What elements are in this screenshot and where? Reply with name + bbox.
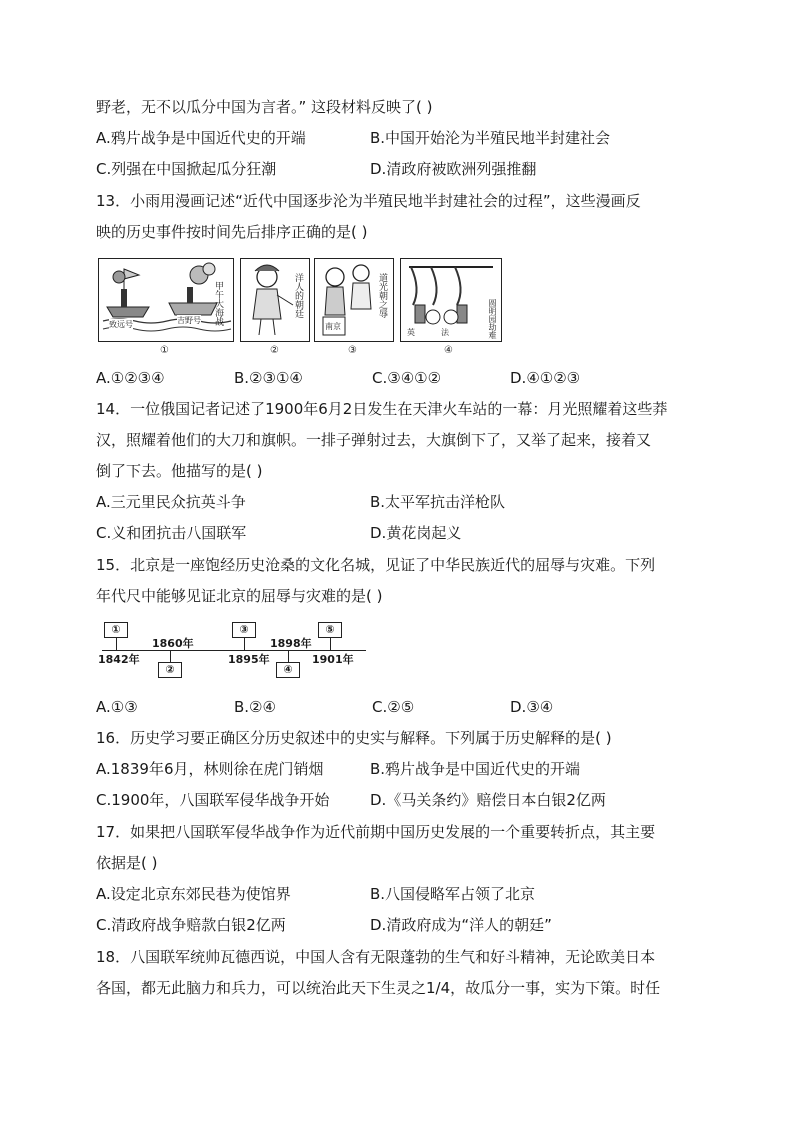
q13-option-b[interactable]: B.②③①④ [234, 369, 303, 387]
q12-stem-tail: 野老，无不以瓜分中国为言者。” 这段材料反映了( ) [96, 98, 433, 116]
timeline-box-1: ① [104, 622, 128, 638]
q17-option-a[interactable]: A.设定北京东郊民巷为使馆界 [96, 885, 291, 903]
timeline-box-3: ③ [232, 622, 256, 638]
cartoon-4-caption: ④ [444, 345, 453, 356]
q12-option-b[interactable]: B.中国开始沦为半殖民地半封建社会 [370, 129, 611, 147]
q13-option-a[interactable]: A.①②③④ [96, 369, 165, 387]
timeline-year-1842: 1842年 [98, 653, 140, 666]
cartoon-2-foreigners-court [240, 258, 310, 342]
timeline-year-1898: 1898年 [270, 637, 312, 650]
q14-option-d[interactable]: D.黄花岗起义 [370, 524, 462, 542]
q17-option-b[interactable]: B.八国侵略军占领了北京 [370, 885, 536, 903]
cartoon-4-label-a: 英 [407, 328, 415, 337]
cartoon-1-ship-b: 吉野号 [177, 316, 201, 325]
q15-option-d[interactable]: D.③④ [510, 698, 554, 716]
q12-option-c[interactable]: C.列强在中国掀起瓜分狂潮 [96, 160, 277, 178]
q17-stem-line1: 17．如果把八国联军侵华战争作为近代前期中国历史发展的一个重要转折点，其主要 [96, 823, 656, 841]
cartoon-3-daoguang-humiliation [314, 258, 394, 342]
q14-stem-line2: 汉，照耀着他们的大刀和旗帜。一排子弹射过去，大旗倒下了，又举了起来，接着又 [96, 431, 652, 449]
q18-stem-line2: 各国，都无此脑力和兵力，可以统治此天下生灵之1/4，故瓜分一事，实为下策。时任 [96, 979, 661, 997]
cartoon-4-title: 圆明园劫难 [488, 299, 497, 339]
timeline-year-1901: 1901年 [312, 653, 354, 666]
timeline-year-1895: 1895年 [228, 653, 270, 666]
cartoon-2-title: 洋人的朝廷 [293, 273, 303, 318]
timeline-year-1860: 1860年 [152, 637, 194, 650]
cartoon-3-label: 南京 [325, 322, 341, 331]
q16-option-b[interactable]: B.鸦片战争是中国近代史的开端 [370, 760, 581, 778]
timeline-ruler [96, 616, 376, 686]
q17-stem-line2: 依据是( ) [96, 854, 158, 872]
q14-option-b[interactable]: B.太平军抗击洋枪队 [370, 493, 506, 511]
cartoon-3-title: 道光朝之辱 [377, 273, 387, 318]
q16-option-c[interactable]: C.1900年，八国联军侵华战争开始 [96, 791, 330, 809]
cartoon-1-naval-battle [98, 258, 234, 342]
q14-option-c[interactable]: C.义和团抗击八国联军 [96, 524, 247, 542]
timeline-box-5: ⑤ [318, 622, 342, 638]
q14-stem-line1: 14．一位俄国记者记述了1900年6月2日发生在天津火车站的一幕：月光照耀着这些莽 [96, 400, 668, 418]
cartoon-4-label-b: 法 [441, 328, 449, 337]
q13-option-d[interactable]: D.④①②③ [510, 369, 581, 387]
q13-stem-line1: 13．小雨用漫画记述“近代中国逐步沦为半殖民地半封建社会的过程”，这些漫画反 [96, 192, 641, 210]
q12-option-d[interactable]: D.清政府被欧洲列强推翻 [370, 160, 537, 178]
q17-option-d[interactable]: D.清政府成为“洋人的朝廷” [370, 916, 552, 934]
cartoon-1-title: 甲午大海战 [213, 281, 223, 326]
q15-stem-line2: 年代尺中能够见证北京的屈辱与灾难的是( ) [96, 587, 383, 605]
cartoon-3-caption: ③ [348, 345, 357, 356]
timeline-axis [102, 650, 366, 651]
cartoon-1-ship-a: 致远号 [109, 320, 133, 329]
q17-option-c[interactable]: C.清政府战争赔款白银2亿两 [96, 916, 286, 934]
q13-option-c[interactable]: C.③④①② [372, 369, 442, 387]
cartoon-4-old-summer-palace [400, 258, 502, 342]
q14-option-a[interactable]: A.三元里民众抗英斗争 [96, 493, 246, 511]
timeline-box-2: ② [158, 662, 182, 678]
q14-stem-line3: 倒了下去。他描写的是( ) [96, 462, 263, 480]
q16-option-a[interactable]: A.1839年6月，林则徐在虎门销烟 [96, 760, 324, 778]
cartoon-1-caption: ① [160, 345, 169, 356]
q15-option-a[interactable]: A.①③ [96, 698, 138, 716]
q13-stem-line2: 映的历史事件按时间先后排序正确的是( ) [96, 223, 368, 241]
q15-option-b[interactable]: B.②④ [234, 698, 276, 716]
timeline-box-4: ④ [276, 662, 300, 678]
q16-option-d[interactable]: D.《马关条约》赔偿日本白银2亿两 [370, 791, 606, 809]
q18-stem-line1: 18．八国联军统帅瓦德西说，中国人含有无限蓬勃的生气和好斗精神，无论欧美日本 [96, 948, 656, 966]
cartoon-2-caption: ② [270, 345, 279, 356]
q15-stem-line1: 15．北京是一座饱经历史沧桑的文化名城，见证了中华民族近代的屈辱与灾难。下列 [96, 556, 656, 574]
q12-option-a[interactable]: A.鸦片战争是中国近代史的开端 [96, 129, 306, 147]
q16-stem-line1: 16．历史学习要正确区分历史叙述中的史实与解释。下列属于历史解释的是( ) [96, 729, 612, 747]
q15-option-c[interactable]: C.②⑤ [372, 698, 415, 716]
